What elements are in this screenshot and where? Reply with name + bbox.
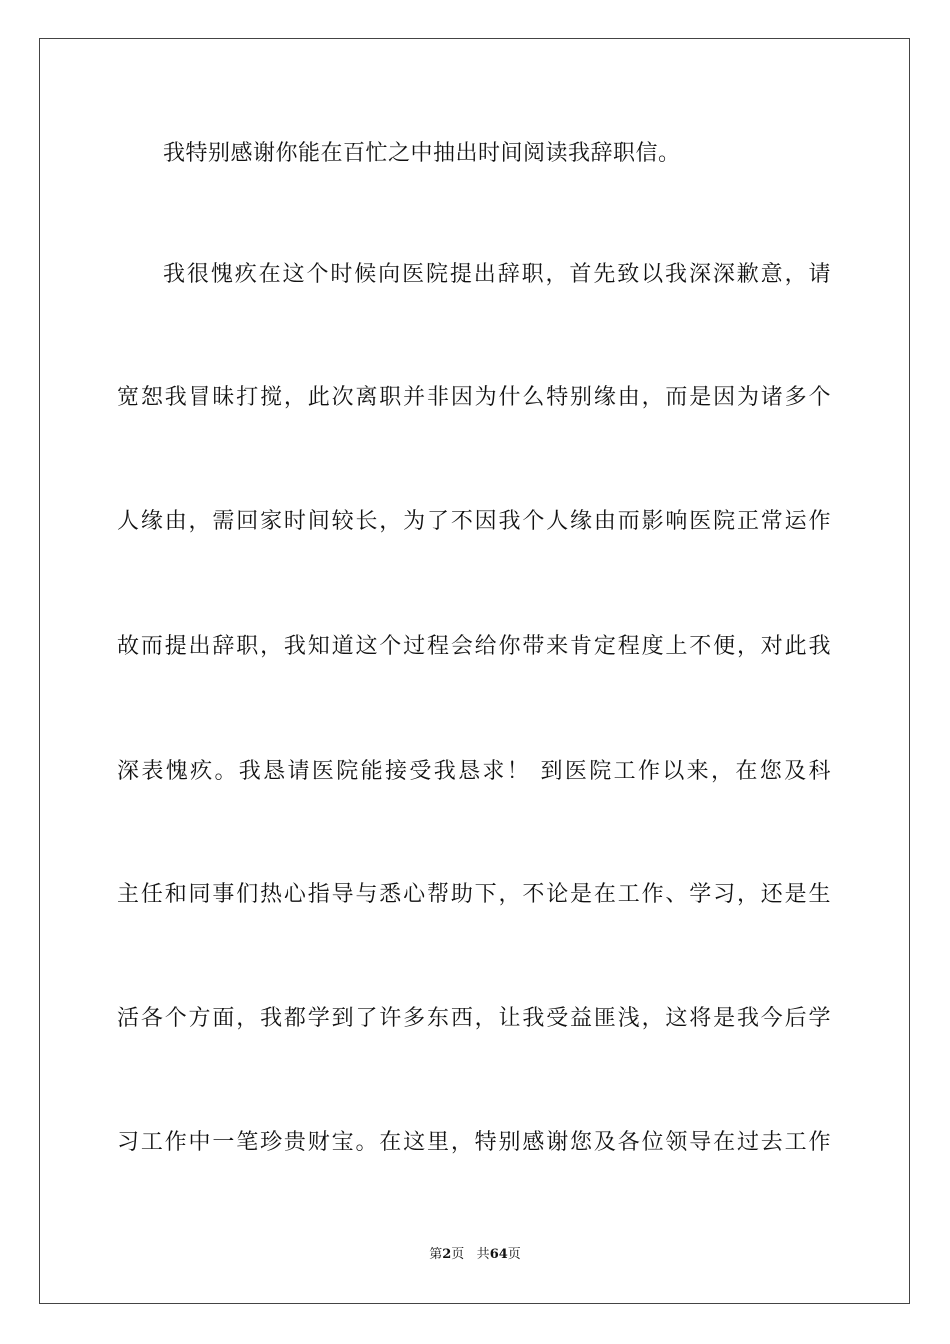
paragraph-line-8: 活各个方面，我都学到了许多东西，让我受益匪浅，这将是我今后学 xyxy=(117,1006,831,1031)
total-prefix: 共 xyxy=(476,1247,490,1262)
paragraph-line-9: 习工作中一笔珍贵财宝。在这里，特别感谢您及各位领导在过去工作 xyxy=(117,1130,831,1155)
total-pages: 64 xyxy=(489,1247,508,1262)
paragraph-line-3: 宽恕我冒昧打搅，此次离职并非因为什么特别缘由，而是因为诸多个 xyxy=(117,385,831,410)
page-footer xyxy=(0,1246,950,1264)
page-prefix: 第 xyxy=(429,1247,443,1262)
paragraph-line-7: 主任和同事们热心指导与悉心帮助下，不论是在工作、学习，还是生 xyxy=(117,882,831,907)
page-suffix: 页 xyxy=(451,1247,465,1262)
paragraph-line-6: 深表愧疚。我恳请医院能接受我恳求！ 到医院工作以来，在您及科 xyxy=(117,759,831,784)
total-suffix: 页 xyxy=(507,1247,521,1262)
page-number: 2 xyxy=(442,1247,452,1262)
paragraph-line-1: 我特别感谢你能在百忙之中抽出时间阅读我辞职信。 xyxy=(163,141,681,166)
paragraph-line-4: 人缘由，需回家时间较长，为了不因我个人缘由而影响医院正常运作 xyxy=(117,509,831,534)
page-border xyxy=(39,38,910,1304)
paragraph-line-5: 故而提出辞职，我知道这个过程会给你带来肯定程度上不便，对此我 xyxy=(117,634,831,659)
paragraph-line-2: 我很愧疚在这个时候向医院提出辞职，首先致以我深深歉意，请 xyxy=(163,262,831,287)
